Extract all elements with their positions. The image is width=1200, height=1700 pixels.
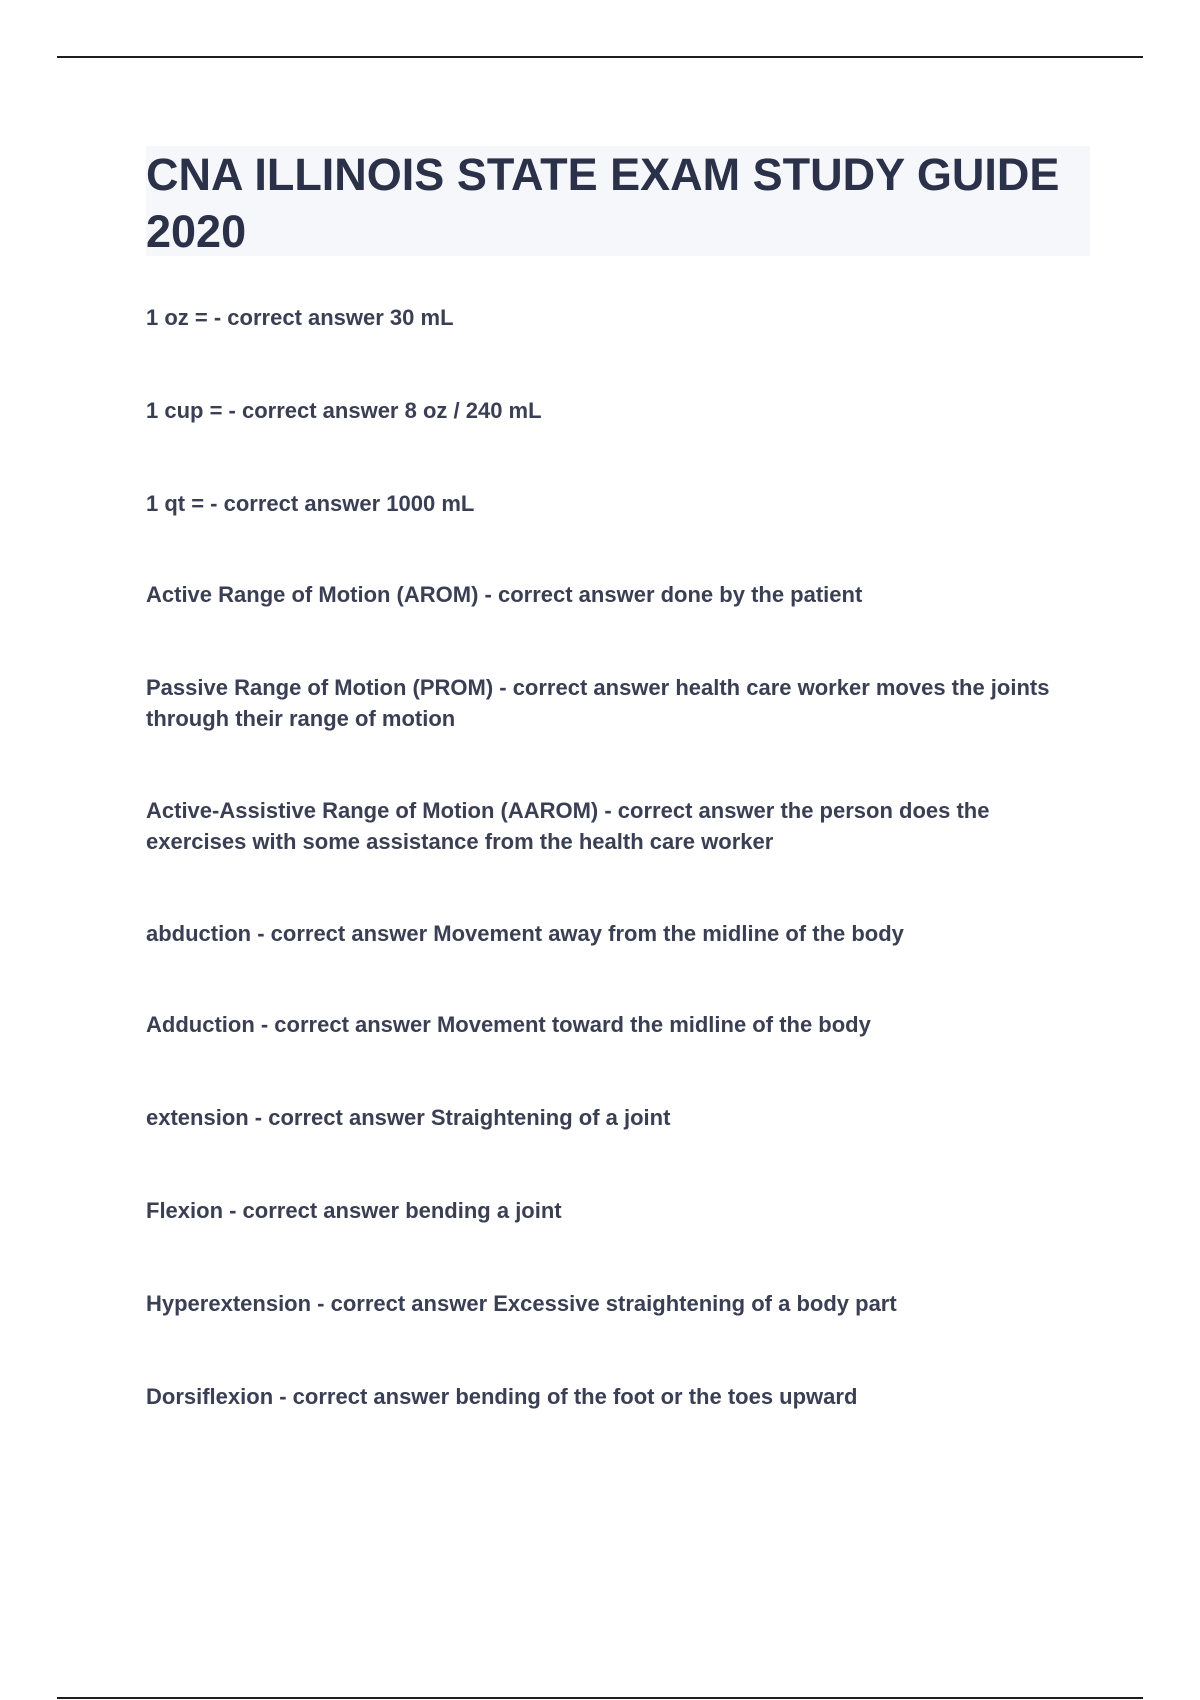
entry-aarom: Active-Assistive Range of Motion (AAROM) - correct answer the person does the exercises with some assistance from the health care worker [146,798,990,854]
page-title: CNA ILLINOIS STATE EXAM STUDY GUIDE 2020 [146,149,1060,257]
entry-hyperextension: Hyperextension - correct answer Excessive straightening of a body part [146,1291,897,1316]
page-bottom-rule [57,1697,1143,1699]
entry-adduction: Adduction - correct answer Movement toward the midline of the body [146,1012,871,1037]
title-block [146,146,1090,256]
entry-flexion: Flexion - correct answer bending a joint [146,1198,562,1223]
entry-1oz: 1 oz = - correct answer 30 mL [146,305,454,330]
entry-1qt: 1 qt = - correct answer 1000 mL [146,491,475,516]
entry-dorsiflexion: Dorsiflexion - correct answer bending of the foot or the toes upward [146,1384,858,1409]
entry-extension: extension - correct answer Straightening of a joint [146,1105,671,1130]
entry-abduction: abduction - correct answer Movement away from the midline of the body [146,921,904,946]
entry-arom: Active Range of Motion (AROM) - correct answer done by the patient [146,582,863,607]
entry-prom: Passive Range of Motion (PROM) - correct answer health care worker moves the joints through their range of motion [146,675,1050,731]
entry-1cup: 1 cup = - correct answer 8 oz / 240 mL [146,398,542,423]
page-top-rule [57,56,1143,58]
